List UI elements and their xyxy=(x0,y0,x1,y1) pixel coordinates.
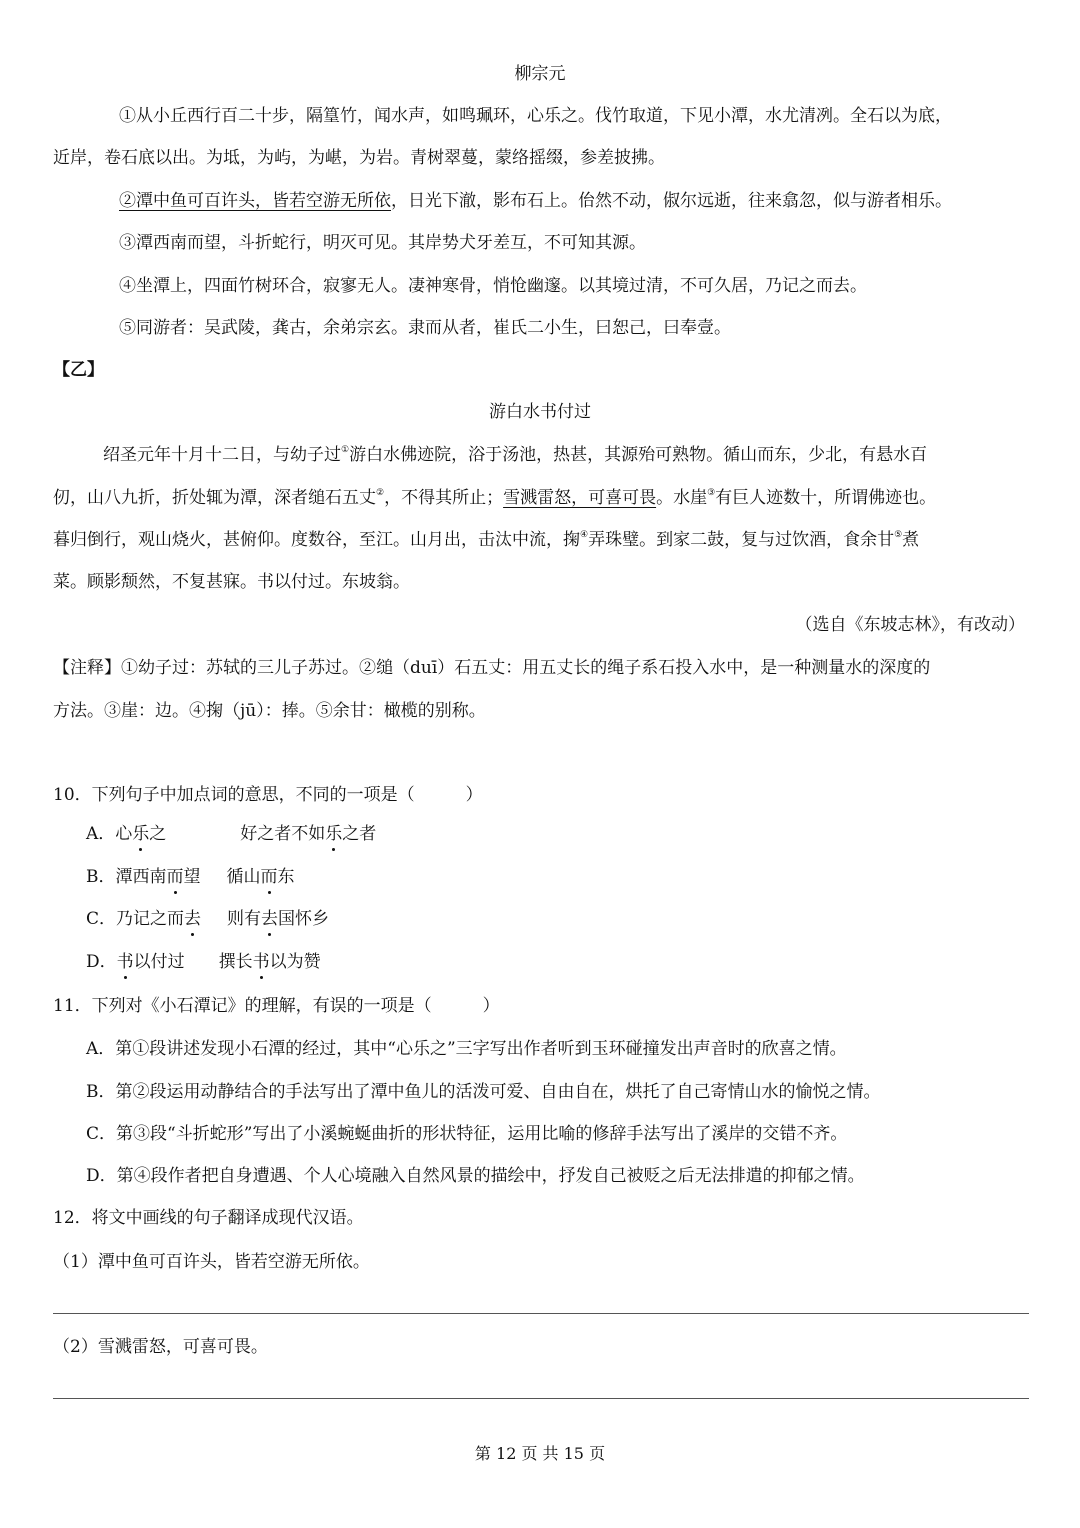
question-12-stem: 12．将文中画线的句子翻译成现代汉语。 xyxy=(53,1208,364,1228)
question-11-option-c: C．第③段“斗折蛇形”写出了小溪蜿蜒曲折的形状特征，运用比喻的修辞手法写出了溪岸的交错不齐。 xyxy=(86,1124,848,1144)
question-10-stem: 10．下列句子中加点词的意思，不同的一项是（ ） xyxy=(53,785,483,805)
source-citation: （选自《东坡志林》，有改动） xyxy=(795,615,1025,635)
passage-b-label: 【乙】 xyxy=(53,360,104,380)
question-12-sentence-2: （2）雪溅雷怒，可喜可畏。 xyxy=(53,1337,268,1357)
question-11-option-d: D．第④段作者把自身遭遇、个人心境融入自然风景的描绘中，抒发自己被贬之后无法排遣的抑郁之情。 xyxy=(86,1166,865,1186)
question-10-option-d: D．书以付过 撰长书以为赞 xyxy=(86,952,321,972)
passage-b-line-3: 暮归倒行，观山烧火，甚俯仰。度数谷，至江。山月出，击汰中流，掬④弄珠璧。到家二鼓，复与过饮酒，食余甘⑤煮 xyxy=(53,530,920,550)
passage-b-title: 游白水书付过 xyxy=(489,402,591,422)
paragraph-4: ④坐潭上，四面竹树环合，寂寥无人。凄神寒骨，悄怆幽邃。以其境过清，不可久居，乃记之而去。 xyxy=(119,276,867,296)
dotted-word: 书 xyxy=(252,952,270,972)
question-12-sentence-1: （1）潭中鱼可百许头，皆若空游无所依。 xyxy=(53,1252,370,1272)
dotted-word: 而 xyxy=(166,867,184,887)
dotted-word: 而 xyxy=(260,867,278,887)
paragraph-2: ②潭中鱼可百许头，皆若空游无所依，日光下澈，影布石上。佁然不动，俶尔远逝，往来翕忽，似与游者相乐。 xyxy=(119,191,952,211)
page-number: 第 12 页 共 15 页 xyxy=(474,1444,606,1463)
paragraph-5: ⑤同游者：吴武陵，龚古，余弟宗玄。隶而从者，崔氏二小生，曰恕己，曰奉壹。 xyxy=(119,318,731,338)
dotted-word: 去 xyxy=(261,909,279,929)
answer-line-2[interactable] xyxy=(53,1398,1029,1399)
author-heading: 柳宗元 xyxy=(514,64,566,84)
underlined-sentence-1: ②潭中鱼可百许头，皆若空游无所依 xyxy=(119,191,391,211)
question-10-option-c: C．乃记之而去 则有去国怀乡 xyxy=(86,909,330,929)
notes-line-2: 方法。③崖：边。④掬（jū）：捧。⑤余甘：橄榄的别称。 xyxy=(53,701,486,721)
paragraph-1-line-2: 近岸，卷石底以出。为坻，为屿，为嵁，为岩。青树翠蔓，蒙络摇缀，参差披拂。 xyxy=(53,148,665,168)
underlined-sentence-2: 雪溅雷怒，可喜可畏 xyxy=(503,488,657,508)
paragraph-3: ③潭西南而望，斗折蛇行，明灭可见。其岸势犬牙差互，不可知其源。 xyxy=(119,233,646,253)
question-10-option-a: A．心乐之 好之者不如乐之者 xyxy=(86,824,377,844)
paragraph-1-line-1: ①从小丘西行百二十步，隔篁竹，闻水声，如鸣珮环，心乐之。伐竹取道，下见小潭，水尤清冽。全石以为底， xyxy=(119,106,952,126)
question-11-option-b: B．第②段运用动静结合的手法写出了潭中鱼儿的活泼可爱、自由自在，烘托了自己寄情山水的愉悦之情。 xyxy=(86,1082,881,1102)
dotted-word: 去 xyxy=(184,909,202,929)
question-11-stem: 11．下列对《小石潭记》的理解，有误的一项是（ ） xyxy=(53,996,500,1016)
answer-line-1[interactable] xyxy=(53,1313,1029,1314)
dotted-word: 书 xyxy=(116,952,134,972)
dotted-word: 乐 xyxy=(132,824,150,844)
passage-b-line-1: 绍圣元年十月十二日，与幼子过①游白水佛迹院，浴于汤池，热甚，其源殆可熟物。循山而东，少北，有悬水百 xyxy=(103,445,928,465)
question-11-option-a: A．第①段讲述发现小石潭的经过，其中“心乐之”三字写出作者听到玉环碰撞发出声音时的欣喜之情。 xyxy=(86,1039,847,1059)
notes-line-1: 【注释】①幼子过：苏轼的三儿子苏过。②缒（duī）石五丈：用五丈长的绳子系石投入水中，是一种测量水的深度的 xyxy=(53,658,931,678)
question-10-option-b: B．潭西南而望 循山而东 xyxy=(86,867,295,887)
passage-b-line-4: 菜。顾影颓然，不复甚寐。书以付过。东坡翁。 xyxy=(53,572,410,592)
passage-b-line-2: 仞，山八九折，折处辄为潭，深者缒石五丈②，不得其所止；雪溅雷怒，可喜可畏。水崖③有巨人迹数十，所谓佛迹也。 xyxy=(53,488,937,508)
dotted-word: 乐 xyxy=(325,824,343,844)
